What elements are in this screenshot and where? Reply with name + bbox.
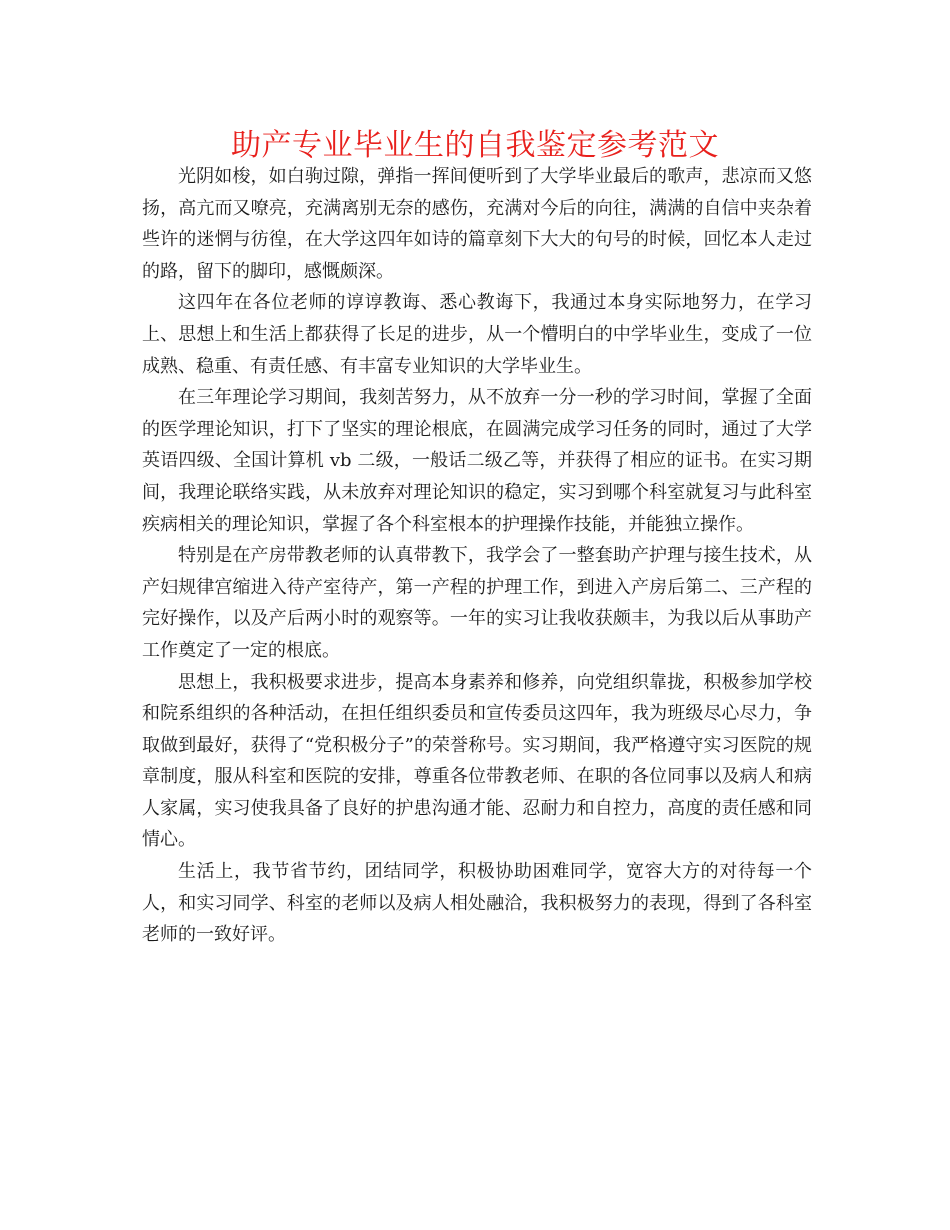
document-title: 助产专业毕业生的自我鉴定参考范文 xyxy=(231,128,719,163)
paragraph-5: 思想上，我积极要求进步，提高本身素养和修养，向党组织靠拢，积极参加学校和院系组织的各种活动，在担任组织委员和宣传委员这四年，我为班级尽心尽力，争取做到最好，获得了“党积极分子”的荣誉称号。实习期间，我严格遵守实习医院的规章制度，服从科室和医院的安排，尊重各位带教老师、在职的各位同事以及病人和病人家属，实习使我具备了良好的护患沟通才能、忍耐力和自控力，高度的责任感和同情心。 xyxy=(142,671,812,851)
paragraph-1: 光阴如梭，如白驹过隙，弹指一挥间便听到了大学毕业最后的歌声，悲凉而又悠扬，高亢而又嘹亮，充满离别无奈的感伤，充满对今后的向往，满满的自信中夹杂着些许的迷惘与彷徨，在大学这四年如诗的篇章刻下大大的句号的时候，回忆本人走过的路，留下的脚印，感慨颇深。 xyxy=(142,166,812,282)
paragraph-2: 这四年在各位老师的谆谆教诲、悉心教诲下，我通过本身实际地努力，在学习上、思想上和生活上都获得了长足的进步，从一个懵明白的中学毕业生，变成了一位成熟、稳重、有责任感、有丰富专业知识的大学毕业生。 xyxy=(142,292,812,377)
paragraph-4: 特别是在产房带教老师的认真带教下，我学会了一整套助产护理与接生技术，从产妇规律宫缩进入待产室待产，第一产程的护理工作，到进入产房后第二、三产程的完好操作，以及产后两小时的观察等。一年的实习让我收获颇丰，为我以后从事助产工作奠定了一定的根底。 xyxy=(142,545,812,661)
paragraph-3: 在三年理论学习期间，我刻苦努力，从不放弃一分一秒的学习时间，掌握了全面的医学理论知识，打下了坚实的理论根底，在圆满完成学习任务的同时，通过了大学英语四级、全国计算机 vb 二级，一般话二级乙等，并获得了相应的证书。在实习期间，我理论联络实践，从未放弃对理论知识的稳定，实习到哪个科室就复习与此科室疾病相关的理论知识，掌握了各个科室根本的护理操作技能，并能独立操作。 xyxy=(142,387,812,535)
paragraph-6: 生活上，我节省节约，团结同学，积极协助困难同学，宽容大方的对待每一个人，和实习同学、科室的老师以及病人相处融洽，我积极努力的表现，得到了各科室老师的一致好评。 xyxy=(142,861,812,946)
document-body xyxy=(142,161,812,951)
